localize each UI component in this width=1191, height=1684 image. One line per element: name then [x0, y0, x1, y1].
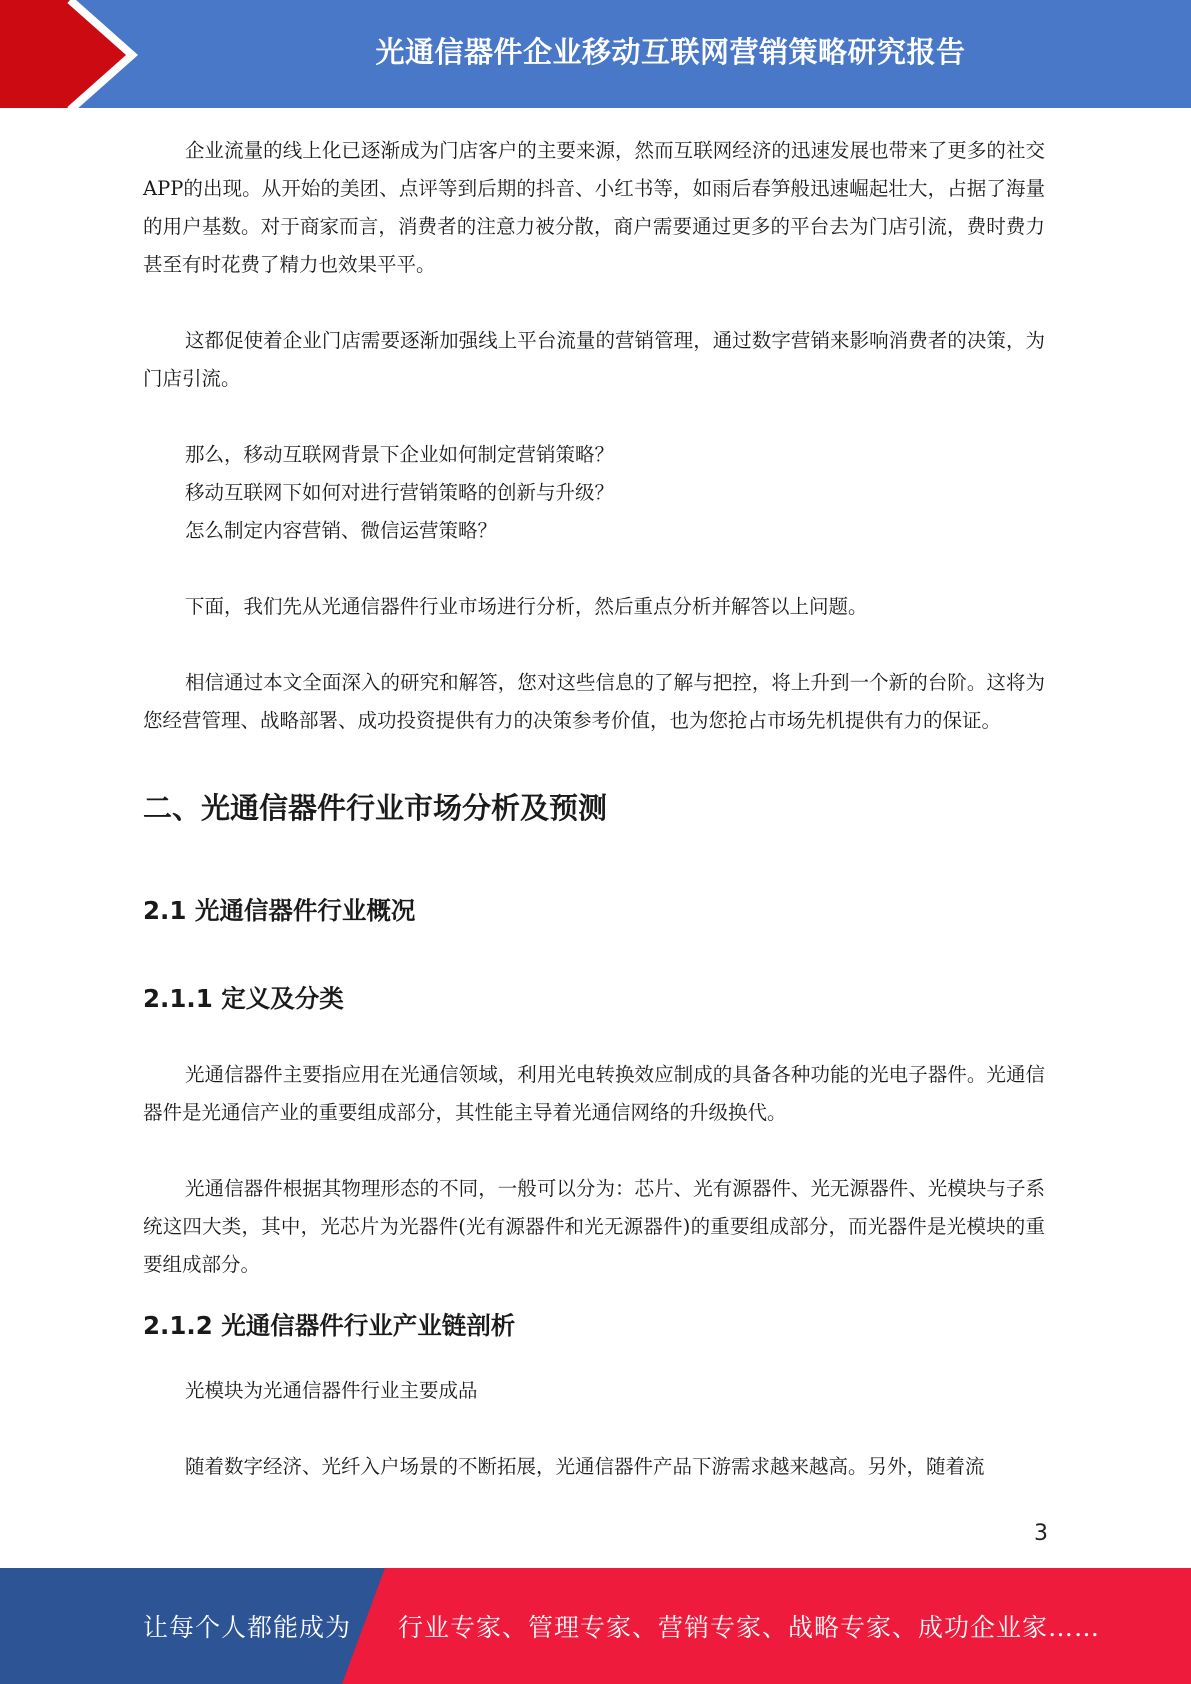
section-heading-2: 二、光通信器件行业市场分析及预测: [143, 791, 608, 825]
page-number: 3: [1034, 1521, 1048, 1546]
intro-paragraph-3: 下面，我们先从光通信器件行业市场进行分析，然后重点分析并解答以上问题。: [185, 595, 868, 618]
report-title: 光通信器件企业移动互联网营销策略研究报告: [375, 34, 966, 69]
question-list: [143, 436, 1045, 550]
intro-paragraph-2: 这都促使着企业门店需要逐渐加强线上平台流量的营销管理，通过数字营销来影响消费者的决策，为门店引流。: [143, 329, 1045, 390]
industry-chain-paragraph-1: 光模块为光通信器件行业主要成品: [185, 1379, 478, 1402]
page-footer: [0, 1568, 1191, 1684]
page-header: [0, 0, 1191, 110]
footer-slogan-right: 行业专家、管理专家、营销专家、战略专家、成功企业家……: [398, 1613, 1101, 1642]
footer-slogan-left: 让每个人都能成为: [143, 1613, 352, 1642]
subsection-heading-2-1: 2.1 光通信器件行业概况: [143, 896, 416, 925]
subsection-heading-2-1-2: 2.1.2 光通信器件行业产业链剖析: [143, 1311, 516, 1340]
question-item: 那么，移动互联网背景下企业如何制定营销策略？: [185, 443, 615, 466]
definition-paragraph-1: 光通信器件主要指应用在光通信领域，利用光电转换效应制成的具备各种功能的光电子器件。光通信器件是光通信产业的重要组成部分，其性能主导着光通信网络的升级换代。: [143, 1063, 1045, 1124]
subsection-heading-2-1-1: 2.1.1 定义及分类: [143, 984, 344, 1013]
intro-paragraph-1: 企业流量的线上化已逐渐成为门店客户的主要来源，然而互联网经济的迅速发展也带来了更多的社交APP的出现。从开始的美团、点评等到后期的抖音、小红书等，如雨后春笋般迅速崛起壮大，占据了海量的用户基数。对于商家而言，消费者的注意力被分散，商户需要通过更多的平台去为门店引流，费时费力甚至有时花费了精力也效果平平。: [143, 139, 1045, 276]
definition-paragraph-2: 光通信器件根据其物理形态的不同，一般可以分为：芯片、光有源器件、光无源器件、光模块与子系统这四大类，其中，光芯片为光器件(光有源器件和光无源器件)的重要组成部分，而光器件是光模块的重要组成部分。: [143, 1177, 1045, 1276]
question-item: 移动互联网下如何对进行营销策略的创新与升级？: [185, 481, 615, 504]
intro-paragraph-4: 相信通过本文全面深入的研究和解答，您对这些信息的了解与把控，将上升到一个新的台阶。这将为您经营管理、战略部署、成功投资提供有力的决策参考价值，也为您抢占市场先机提供有力的保证。: [143, 671, 1045, 732]
report-body: [143, 132, 1045, 1486]
question-item: 怎么制定内容营销、微信运营策略？: [185, 519, 498, 542]
industry-chain-paragraph-2: 随着数字经济、光纤入户场景的不断拓展，光通信器件产品下游需求越来越高。另外，随着流: [185, 1455, 985, 1478]
